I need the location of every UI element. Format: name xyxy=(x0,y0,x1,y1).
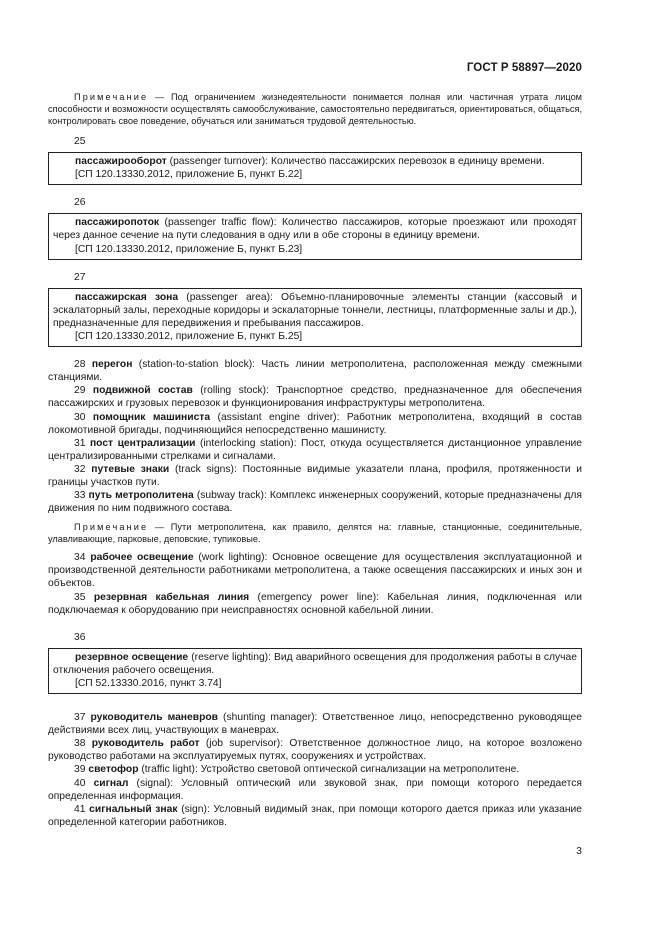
note-text: — Пути метрополитена, как правило, делятся на: главные, станционные, соединительные, улавливающие, парковые, деповские, тупиковые. xyxy=(48,522,582,545)
term-definition: (rolling stock): Транспортное средство, предназначенное для обеспечения пассажирских и грузовых перевозок и функционирования инфраструктуры метрополитена. xyxy=(48,385,582,410)
term-source: [СП 120.13330.2012, приложение Б, пункт Б.25] xyxy=(75,331,303,343)
term-paragraph-32 xyxy=(48,463,582,489)
term-paragraph-37 xyxy=(48,711,582,737)
note-label: Примечание xyxy=(74,522,149,533)
term-title: руководитель маневров xyxy=(90,712,218,724)
term-paragraph-38 xyxy=(48,737,582,763)
term-definition: (passenger turnover): Количество пассажирских перевозок в единицу времени. xyxy=(166,156,545,168)
term-definition: (shunting manager): Ответственное лицо, непосредственно руководящее действиями всех лиц, участвующих в маневрах. xyxy=(48,712,582,737)
term-number: 41 xyxy=(74,803,86,815)
term-paragraph-31 xyxy=(48,437,582,463)
term-definition: (work lighting): Основное освещение для осуществления эксплуатационной и производственной деятельности работниками метрополитена, а также освещения пассажирских и иных зон и объектов. xyxy=(48,552,582,590)
term-box-36 xyxy=(48,648,582,694)
term-number: 27 xyxy=(74,271,86,283)
term-title: рабочее освещение xyxy=(90,552,194,564)
term-number: 39 xyxy=(74,764,86,776)
term-paragraph-34 xyxy=(48,551,582,590)
term-number: 25 xyxy=(74,136,86,147)
term-definition: (station-to-station block): Часть линии метрополитена, расположенная между смежными станциями. xyxy=(48,359,582,384)
term-title: пассажирская зона xyxy=(75,291,179,303)
term-title: перегон xyxy=(91,359,133,371)
term-definition: (track signs): Постоянные видимые указатели плана, профиля, протяженности и границы участков пути. xyxy=(48,463,582,488)
term-entry xyxy=(53,291,577,330)
term-box-26 xyxy=(48,213,582,259)
term-source: [СП 120.13330.2012, приложение Б, пункт Б.23] xyxy=(75,243,303,255)
term-number: 37 xyxy=(74,712,86,724)
term-number: 32 xyxy=(74,463,86,475)
term-title: сигнальный знак xyxy=(89,803,178,815)
term-box-27 xyxy=(48,288,582,347)
term-title: пассажирооборот xyxy=(75,156,167,168)
term-paragraph-29 xyxy=(48,384,582,410)
term-definition: (traffic light): Устройство световой оптической сигнализации на метрополитене. xyxy=(138,764,520,776)
term-definition: (reserve lighting): Вид аварийного освещения для продолжения работы в случае отключения рабочего освещения. xyxy=(53,651,577,676)
term-title: светофор xyxy=(88,764,139,776)
term-number: 35 xyxy=(74,591,86,603)
term-definition: (job supervisor): Ответственное должностное лицо, на которое возложено руководство работами на эксплуатируемых путях, сооружениях и устройствах. xyxy=(48,738,582,763)
term-title: путевые знаки xyxy=(91,463,170,475)
term-number: 28 xyxy=(74,359,86,371)
term-number: 26 xyxy=(74,197,86,209)
term-paragraph-28 xyxy=(48,358,582,384)
note-mid xyxy=(48,521,582,545)
term-title: резервное освещение xyxy=(75,651,189,663)
term-definition: (passenger area): Объемно-планировочные элементы станции (кассовый и эскалаторный залы, переходные коридоры и эскалаторные тоннели, лестницы, платформенные залы и др.), предназначенные для передвижения и пребывания пассажиров. xyxy=(53,291,577,329)
term-title: руководитель работ xyxy=(91,738,200,750)
term-entry xyxy=(53,155,577,168)
note-label: Примечание xyxy=(74,92,149,102)
term-source: [СП 120.13330.2012, приложение Б, пункт Б.22] xyxy=(75,169,303,181)
term-entry xyxy=(53,651,577,677)
term-definition: (emergency power line): Кабельная линия, подключенная или подключаемая к оборудованию при неисправностях основной кабельной линии. xyxy=(48,591,582,616)
note-text: — Под ограничением жизнедеятельности понимается полная или частичная утрата лицом способности и возможности осуществлять самообслуживание, самостоятельно передвигаться, ориентироваться, общаться, контролировать свое поведение, обучаться или заниматься трудовой деятельностью. xyxy=(48,92,582,126)
term-paragraph-33 xyxy=(48,489,582,515)
term-definition: (subway track): Комплекс инженерных сооружений, которые предназначены для движения по ним подвижного состава. xyxy=(48,490,582,515)
term-paragraph-40 xyxy=(48,777,582,803)
term-entry xyxy=(53,216,577,242)
term-paragraph-35 xyxy=(48,591,582,617)
term-title: подвижной состав xyxy=(92,385,193,397)
term-title: резервная кабельная линия xyxy=(93,591,250,603)
term-definition: (passenger traffic flow): Количество пассажиров, которые проезжают или проходят через данное сечение на пути следования в одну или в обе стороны в единицу времени. xyxy=(53,217,577,242)
page-number: 3 xyxy=(576,845,582,857)
term-number: 33 xyxy=(74,490,86,502)
term-title: помощник машиниста xyxy=(92,411,211,423)
term-definition: (interlocking station): Пост, откуда осуществляется дистанционное управление централизированными стрелками и сигналами. xyxy=(48,437,582,462)
term-paragraph-39 xyxy=(48,763,582,776)
page-content xyxy=(48,91,582,829)
term-number: 38 xyxy=(74,738,86,750)
term-number: 36 xyxy=(74,631,86,643)
term-definition: (sign): Условный видимый знак, при помощи которого дается приказ или указание определенной категории работников. xyxy=(48,803,582,828)
term-number: 29 xyxy=(74,385,86,397)
term-number: 34 xyxy=(74,552,86,564)
term-number: 30 xyxy=(74,411,86,423)
term-source: [СП 52.13330.2016, пункт 3.74] xyxy=(75,678,222,689)
term-definition: (assistant engine driver): Работник метрополитена, входящий в состав локомотивной бригады, подчиняющийся непосредственно машинисту. xyxy=(48,411,582,436)
term-number: 31 xyxy=(74,437,86,449)
term-definition: (signal): Условный оптический или звуковой знак, при помощи которого передается определенная информация. xyxy=(48,777,582,802)
term-title: сигнал xyxy=(93,777,129,789)
note-top xyxy=(48,91,582,127)
document-header: ГОСТ Р 58897—2020 xyxy=(466,62,582,74)
term-number: 40 xyxy=(74,777,86,789)
term-paragraph-41 xyxy=(48,803,582,829)
term-paragraph-30 xyxy=(48,411,582,437)
term-title: путь метрополитена xyxy=(88,490,194,502)
term-title: пост централизации xyxy=(89,437,196,449)
term-title: пассажиропоток xyxy=(75,217,160,229)
term-box-25 xyxy=(48,152,582,185)
